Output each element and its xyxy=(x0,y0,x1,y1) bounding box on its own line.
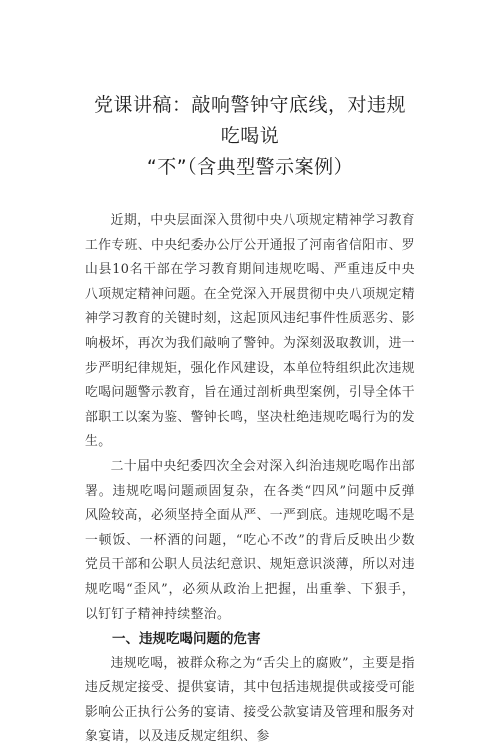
document-body xyxy=(85,209,415,750)
title-line-2: “不”（含典型警示案例） xyxy=(146,156,354,178)
section-paragraph: 违规吃喝，被群众称之为“舌尖上的腐败”，主要是指违反规定接受、提供宴请，其中包括违规提供或接受可能影响公正执行公务的宴请、接受公款宴请及管理和服务对象宴请，以及违反规定组织、参 xyxy=(85,655,415,745)
plenary-paragraph: 二十届中央纪委四次全会对深入纠治违规吃喝作出部署。违规吃喝问题顽固复杂，在各类“四风”问题中反弹风险较高，必须坚持全面从严、一严到底。违规吃喝不是一顿饭、一杯酒的问题，“吃心不改”的背后反映出少数党员干部和公职人员法纪意识、规矩意识淡薄，所以对违规吃喝“歪风”，必须从政治上把握，出重拳、下狠手，以钉钉子精神持续整治。 xyxy=(85,458,415,622)
intro-paragraph: 近期，中央层面深入贯彻中央八项规定精神学习教育工作专班、中央纪委办公厅公开通报了河南省信阳市、罗山县10名干部在学习教育期间违规吃喝、严重违反中央八项规定精神问题。在全党深入开展贯彻中央八项规定精神学习教育的关键时刻，这起顶风违纪事件性质恶劣、影响极坏，再次为我们敲响了警钟。为深刻汲取教训，进一步严明纪律规矩，强化作风建设，本单位特组织此次违规吃喝问题警示教育，旨在通过剖析典型案例，引导全体干部职工以案为鉴、警钟长鸣，坚决杜绝违规吃喝行为的发生。 xyxy=(85,213,415,450)
title-line-1: 党课讲稿：敲响警钟守底线，对违规吃喝说 xyxy=(93,94,406,147)
document-title xyxy=(85,0,415,183)
section-heading: 一、违规吃喝问题的危害 xyxy=(112,631,261,648)
